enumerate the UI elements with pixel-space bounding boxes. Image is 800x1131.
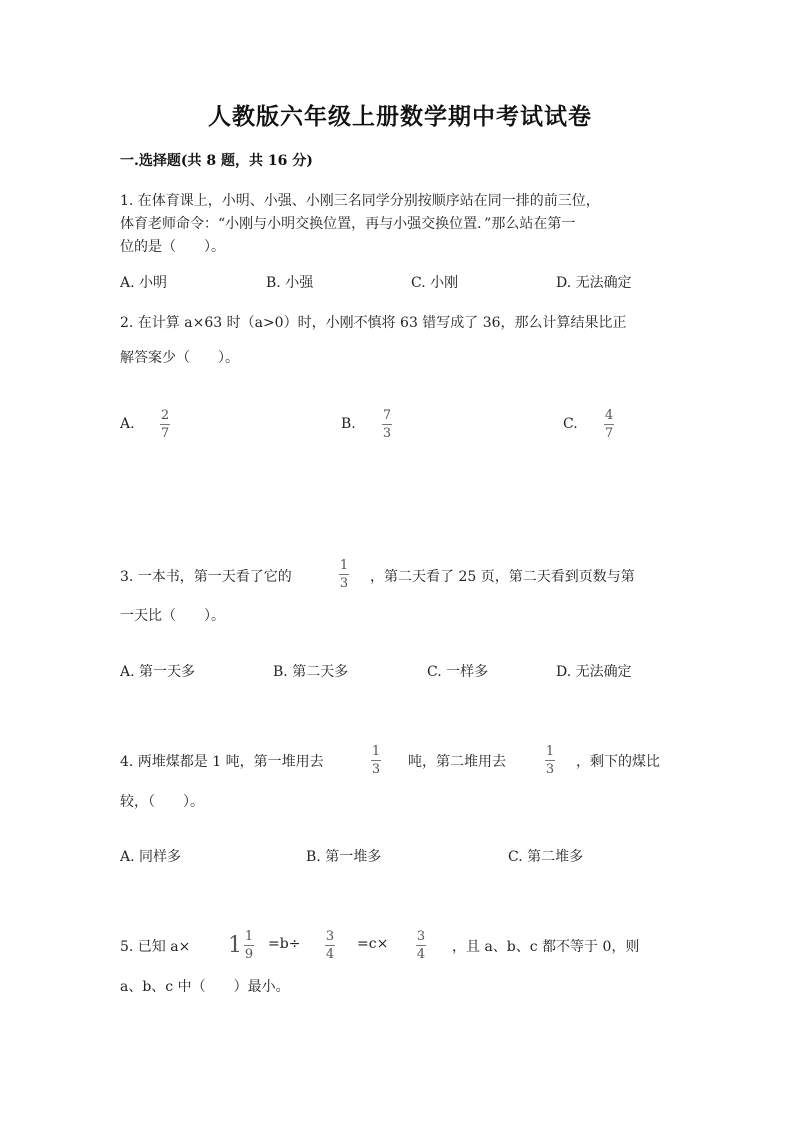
q2-line-2: 解答案少（ ）。 — [120, 350, 239, 366]
fraction-numerator: 3 — [325, 929, 335, 944]
fraction-numerator: 4 — [604, 408, 614, 423]
fraction-bar — [160, 424, 170, 425]
q1-line-3: 位的是（ ）。 — [120, 239, 225, 255]
fraction-denominator: 3 — [382, 426, 392, 441]
q4-option-a[interactable]: A. 同样多 — [120, 849, 182, 865]
fraction-bar — [339, 574, 349, 575]
q5-line-1-part2: =b÷ — [268, 936, 301, 952]
q4-option-b[interactable]: B. 第一堆多 — [306, 849, 382, 865]
fraction-denominator: 7 — [604, 426, 614, 441]
fraction-numerator: 2 — [160, 408, 170, 423]
fraction-bar — [244, 945, 254, 946]
mixed-fraction — [244, 929, 254, 962]
q5-mixed-number — [228, 929, 254, 962]
q4-line-2: 较，（ ）。 — [120, 794, 204, 810]
fraction-denominator: 9 — [244, 947, 254, 962]
fraction-bar — [325, 945, 335, 946]
fraction-denominator: 3 — [371, 762, 381, 777]
q3-option-b[interactable]: B. 第二天多 — [273, 664, 349, 680]
q3-line-1-part2: ，第二天看了 25 页，第二天看到页数与第 — [370, 569, 635, 585]
q4-option-c[interactable]: C. 第二堆多 — [508, 849, 584, 865]
q4-fraction-1 — [371, 744, 381, 777]
q2-option-a-label[interactable]: A. — [120, 416, 135, 432]
q4-line-1-part3: ，剩下的煤比 — [576, 754, 660, 770]
q5-fraction-2 — [416, 929, 426, 962]
fraction-bar — [371, 760, 381, 761]
q2-option-a-fraction — [160, 408, 170, 441]
q5-line-2: a、b、c 中（ ）最小。 — [120, 979, 290, 995]
fraction-bar — [416, 945, 426, 946]
q2-option-b-label[interactable]: B. — [341, 416, 356, 432]
q1-option-d[interactable]: D. 无法确定 — [556, 275, 632, 291]
fraction-denominator: 4 — [325, 947, 335, 962]
q4-fraction-2 — [545, 744, 555, 777]
q5-fraction-1 — [325, 929, 335, 962]
section-heading: 一.选择题(共 8 题，共 16 分) — [120, 153, 313, 169]
fraction-numerator: 7 — [382, 408, 392, 423]
fraction-bar — [545, 760, 555, 761]
q3-option-a[interactable]: A. 第一天多 — [120, 664, 196, 680]
mixed-whole: 1 — [228, 933, 242, 958]
fraction-denominator: 3 — [545, 762, 555, 777]
fraction-numerator: 1 — [371, 744, 381, 759]
q4-line-1-part2: 吨，第二堆用去 — [408, 754, 506, 770]
q3-line-1-part1: 3. 一本书，第一天看了它的 — [120, 569, 292, 585]
fraction-bar — [604, 424, 614, 425]
q4-line-1-part1: 4. 两堆煤都是 1 吨，第一堆用去 — [120, 754, 324, 770]
q1-line-2: 体育老师命令：“小刚与小明交换位置，再与小强交换位置．”那么站在第一 — [120, 216, 576, 232]
fraction-numerator: 1 — [244, 929, 254, 944]
q2-option-b-fraction — [382, 408, 392, 441]
q1-option-c[interactable]: C. 小刚 — [411, 275, 459, 291]
fraction-denominator: 4 — [416, 947, 426, 962]
q5-line-1-part4: ，且 a、b、c 都不等于 0，则 — [452, 939, 640, 955]
q5-line-1-part3: =c× — [357, 936, 389, 952]
q3-line-2: 一天比（ ）。 — [120, 608, 225, 624]
fraction-numerator: 1 — [339, 558, 349, 573]
q1-option-b[interactable]: B. 小强 — [266, 275, 314, 291]
fraction-denominator: 7 — [160, 426, 170, 441]
fraction-bar — [382, 424, 392, 425]
page-title: 人教版六年级上册数学期中考试试卷 — [208, 103, 592, 130]
q3-fraction — [339, 558, 349, 591]
q3-option-c[interactable]: C. 一样多 — [427, 664, 489, 680]
fraction-denominator: 3 — [339, 576, 349, 591]
fraction-numerator: 3 — [416, 929, 426, 944]
q5-line-1-part1: 5. 已知 a× — [120, 939, 191, 955]
q3-option-d[interactable]: D. 无法确定 — [556, 664, 632, 680]
fraction-numerator: 1 — [545, 744, 555, 759]
q2-line-1: 2. 在计算 a×63 时（a>0）时，小刚不慎将 63 错写成了 36，那么计算结果比正 — [120, 315, 627, 331]
q1-line-1: 1. 在体育课上，小明、小强、小刚三名同学分别按顺序站在同一排的前三位， — [120, 193, 600, 209]
q1-option-a[interactable]: A. 小明 — [120, 275, 168, 291]
q2-option-c-label[interactable]: C. — [563, 416, 578, 432]
q2-option-c-fraction — [604, 408, 614, 441]
